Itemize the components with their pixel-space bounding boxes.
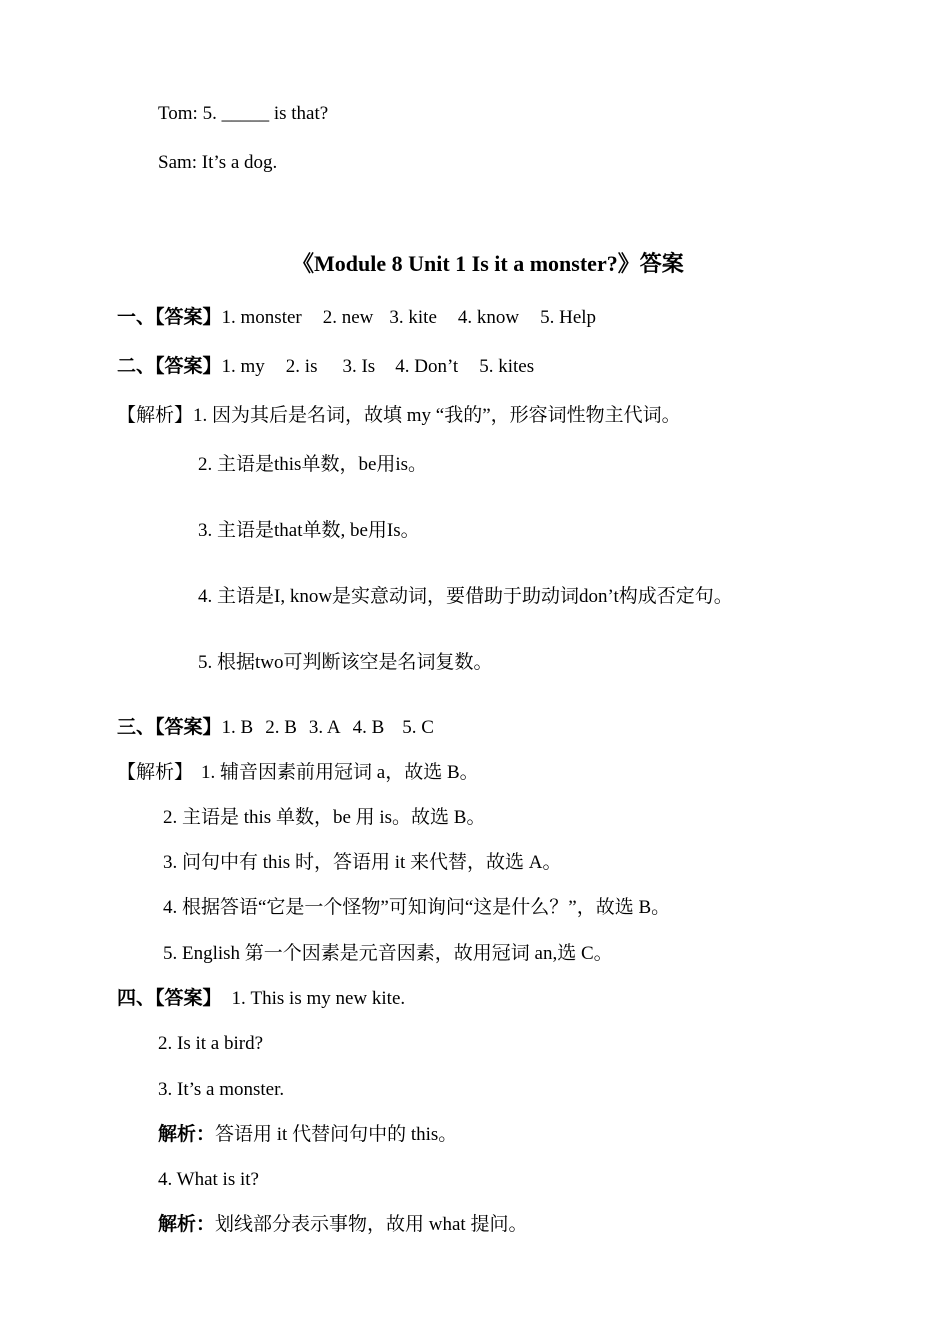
section4-note-1-row (158, 1123, 457, 1147)
section4-item-1: 1. This is my new kite. (231, 988, 406, 1009)
section2-analysis-4: 4. 主语是I, know是实意动词，要借助于助动词don’t构成否定句。 (198, 586, 733, 607)
section3-analysis-1: 1. 辅音因素前用冠词 a，故选 B。 (201, 762, 479, 783)
section3-analysis-5: 5. English 第一个因素是元音因素，故用冠词 an,选 C。 (163, 943, 613, 964)
section4-item-3: 3. It’s a monster. (158, 1079, 285, 1100)
section2-analysis-2: 2. 主语是this单数，be用is。 (198, 454, 428, 475)
dialogue-sam: Sam: It’s a dog. (158, 152, 278, 173)
section2-analysis-label: 【解析】 (117, 405, 194, 426)
dialogue-tom: Tom: 5. _____ is that? (158, 103, 329, 124)
section3-answer-5: 5. C (402, 717, 434, 738)
section1-answer-3: 3. kite (389, 307, 437, 328)
section4-note-2-row (158, 1213, 527, 1237)
section1-answer-5: 5. Help (540, 307, 597, 328)
section3-answer-3: 3. A (308, 717, 341, 738)
section2-analysis-1: 1. 因为其后是名词，故填 my “我的”，形容词性物主代词。 (193, 405, 681, 426)
section2-answer-4: 4. Don’t (395, 356, 459, 377)
section2-answer-1: 1. my (221, 356, 265, 377)
section3-answer-4: 4. B (352, 717, 385, 738)
section3-answer-1: 1. B (221, 717, 254, 738)
section3-row (117, 716, 434, 740)
section2-answer-2: 2. is (285, 356, 318, 377)
section4-note-2: 划线部分表示事物，故用 what 提问。 (215, 1214, 528, 1235)
section3-analysis-4: 4. 根据答语“它是一个怪物”可知询问“这是什么？”，故选 B。 (163, 897, 671, 918)
section1-answer-1: 1. monster (221, 307, 302, 328)
section4-item-4: 4. What is it? (158, 1169, 259, 1190)
section2-answer-3: 3. Is (342, 356, 376, 377)
section3-answer-2: 2. B (265, 717, 297, 738)
section1-answer-4: 4. know (457, 307, 520, 328)
section4-item-2: 2. Is it a bird? (158, 1033, 264, 1054)
section1-label: 一、【答案】 (117, 307, 222, 328)
answer-title: 《Module 8 Unit 1 Is it a monster?》答案 (292, 251, 684, 276)
section2-label: 二、【答案】 (117, 356, 222, 377)
section3-analysis-3: 3. 问句中有 this 时，答语用 it 来代替，故选 A。 (163, 852, 562, 873)
section2-analysis-1-row (117, 404, 681, 428)
section4-note-2-label: 解析： (158, 1214, 216, 1235)
section4-note-1: 答语用 it 代替问句中的 this。 (215, 1124, 458, 1145)
section2-analysis-3: 3. 主语是that单数, be用Is。 (198, 520, 420, 541)
section4-note-1-label: 解析： (158, 1124, 216, 1145)
section3-analysis-1-row (117, 761, 479, 785)
section3-analysis-2: 2. 主语是 this 单数，be 用 is。故选 B。 (163, 807, 486, 828)
section3-analysis-label: 【解析】 (117, 762, 194, 783)
section3-label: 三、【答案】 (117, 717, 222, 738)
section2-row (117, 355, 534, 379)
section2-analysis-5: 5. 根据two可判断该空是名词复数。 (198, 652, 493, 673)
section4-row (117, 987, 405, 1011)
section1-row (117, 306, 596, 330)
section1-answer-2: 2. new (322, 307, 374, 328)
section4-label: 四、【答案】 (117, 988, 222, 1009)
section2-answer-5: 5. kites (479, 356, 535, 377)
